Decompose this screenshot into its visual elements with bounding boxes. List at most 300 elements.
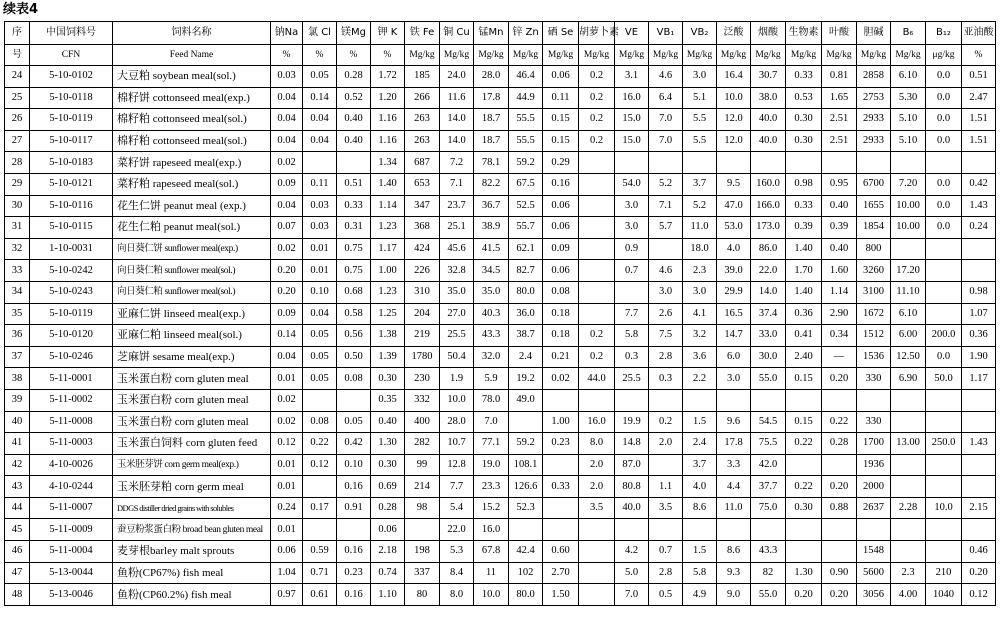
- cell-mn: 77.1: [474, 433, 509, 455]
- cell-fe: 204: [405, 303, 440, 325]
- cell-se: [543, 389, 579, 411]
- cell-choline: 1854: [857, 217, 891, 239]
- cell-cu: 1.9: [440, 368, 474, 390]
- cell-choline: 1548: [857, 541, 891, 563]
- cell-linoleic-acid: 0.24: [962, 217, 996, 239]
- cell-niacin: 75.0: [751, 497, 786, 519]
- header-bottom-b6: Mg/kg: [891, 45, 926, 66]
- cell-b12: [926, 389, 962, 411]
- cell-biotin: 1.70: [786, 260, 822, 282]
- cell-b6: 2.3: [891, 562, 926, 584]
- cell-vb1: 2.8: [649, 346, 683, 368]
- cell-linoleic-acid: 0.51: [962, 66, 996, 88]
- cell-vb1: [649, 389, 683, 411]
- cell-mn: 18.7: [474, 109, 509, 131]
- cell-cu: 50.4: [440, 346, 474, 368]
- cell-no: 25: [5, 87, 30, 109]
- cell-no: 45: [5, 519, 30, 541]
- header-top-cu: 铜 Cu: [440, 22, 474, 45]
- table-row: [5, 368, 996, 390]
- table-caption: 续表4: [3, 2, 39, 17]
- table-row: [5, 87, 996, 109]
- cell-zn: 52.5: [509, 195, 543, 217]
- cell-cfn: 5-10-0117: [30, 130, 113, 152]
- cell-linoleic-acid: 2.15: [962, 497, 996, 519]
- cell-choline: 2858: [857, 66, 891, 88]
- cell-pantothenic-acid: 53.0: [717, 217, 751, 239]
- cell-feed-name: 鱼粉(CP60.2%) fish meal: [113, 584, 271, 606]
- cell-b12: 50.0: [926, 368, 962, 390]
- cell-b12: [926, 152, 962, 174]
- cell-choline: 2753: [857, 87, 891, 109]
- cell-cl: 0.05: [303, 325, 337, 347]
- cell-vb2: 4.0: [683, 476, 717, 498]
- header-top-biotin: 生物素: [786, 22, 822, 45]
- cell-vb2: 3.6: [683, 346, 717, 368]
- cell-cl: 0.59: [303, 541, 337, 563]
- cell-se: 0.23: [543, 433, 579, 455]
- cell-niacin: 166.0: [751, 195, 786, 217]
- cell-na: 1.04: [271, 562, 303, 584]
- cell-zn: 82.7: [509, 260, 543, 282]
- cell-feed-name: 玉米蛋白粉 corn gluten meal: [113, 411, 271, 433]
- cell-vb1: 5.2: [649, 173, 683, 195]
- cell-fe: 282: [405, 433, 440, 455]
- cell-ve: 5.0: [615, 562, 649, 584]
- cell-vb2: 2.4: [683, 433, 717, 455]
- cell-k: 1.30: [371, 433, 405, 455]
- cell-cfn: 5-11-0009: [30, 519, 113, 541]
- cell-cl: [303, 519, 337, 541]
- cell-feed-name: 花生仁饼 peanut meal (exp.): [113, 195, 271, 217]
- cell-linoleic-acid: 0.46: [962, 541, 996, 563]
- cell-cu: 11.6: [440, 87, 474, 109]
- table-row: [5, 238, 996, 260]
- header-top-folic-acid: 叶酸: [822, 22, 857, 45]
- cell-carotene: [579, 584, 615, 606]
- cell-niacin: 14.0: [751, 281, 786, 303]
- cell-folic-acid: 0.90: [822, 562, 857, 584]
- cell-folic-acid: 0.22: [822, 411, 857, 433]
- cell-feed-name: 玉米胚芽饼 corn germ meal(exp.): [113, 454, 271, 476]
- cell-se: 0.18: [543, 303, 579, 325]
- cell-zn: 19.2: [509, 368, 543, 390]
- cell-zn: 80.0: [509, 281, 543, 303]
- cell-se: 0.06: [543, 195, 579, 217]
- header-top-b12: B₁₂: [926, 22, 962, 45]
- cell-carotene: [579, 541, 615, 563]
- cell-choline: [857, 389, 891, 411]
- cell-zn: 108.1: [509, 454, 543, 476]
- header-row-bottom: [5, 45, 996, 66]
- cell-feed-name: 棉籽饼 cottonseed meal(exp.): [113, 87, 271, 109]
- cell-vb1: 0.2: [649, 411, 683, 433]
- cell-folic-acid: 0.34: [822, 325, 857, 347]
- cell-cu: 23.7: [440, 195, 474, 217]
- table-row: [5, 541, 996, 563]
- cell-b6: 13.00: [891, 433, 926, 455]
- table-row: [5, 389, 996, 411]
- cell-cu: 25.5: [440, 325, 474, 347]
- cell-fe: 99: [405, 454, 440, 476]
- header-bottom-zn: Mg/kg: [509, 45, 543, 66]
- cell-cfn: 1-10-0031: [30, 238, 113, 260]
- cell-se: 0.33: [543, 476, 579, 498]
- cell-feed-name: 大豆粕 soybean meal(sol.): [113, 66, 271, 88]
- cell-na: 0.02: [271, 389, 303, 411]
- cell-b6: 7.20: [891, 173, 926, 195]
- cell-b12: [926, 541, 962, 563]
- cell-cl: [303, 152, 337, 174]
- cell-k: 0.69: [371, 476, 405, 498]
- cell-pantothenic-acid: [717, 389, 751, 411]
- cell-biotin: 0.20: [786, 584, 822, 606]
- cell-choline: 1536: [857, 346, 891, 368]
- cell-b12: 210: [926, 562, 962, 584]
- cell-cu: 10.0: [440, 389, 474, 411]
- cell-cl: 0.14: [303, 87, 337, 109]
- cell-vb2: 2.3: [683, 260, 717, 282]
- feed-nutrient-table: [4, 21, 996, 606]
- cell-vb1: 0.5: [649, 584, 683, 606]
- cell-no: 31: [5, 217, 30, 239]
- cell-biotin: 0.33: [786, 195, 822, 217]
- cell-na: 0.09: [271, 173, 303, 195]
- cell-vb1: 2.0: [649, 433, 683, 455]
- cell-se: 0.09: [543, 238, 579, 260]
- cell-k: 0.74: [371, 562, 405, 584]
- cell-no: 42: [5, 454, 30, 476]
- cell-no: 41: [5, 433, 30, 455]
- cell-niacin: 75.5: [751, 433, 786, 455]
- header-top-choline: 胆碱: [857, 22, 891, 45]
- cell-b12: [926, 519, 962, 541]
- cell-se: 0.29: [543, 152, 579, 174]
- cell-cfn: 5-10-0102: [30, 66, 113, 88]
- cell-niacin: 55.0: [751, 368, 786, 390]
- cell-cu: 5.3: [440, 541, 474, 563]
- cell-no: 34: [5, 281, 30, 303]
- header-top-no: 序: [5, 22, 30, 45]
- cell-vb1: 0.7: [649, 541, 683, 563]
- cell-cfn: 4-10-0026: [30, 454, 113, 476]
- cell-ve: 15.0: [615, 130, 649, 152]
- cell-pantothenic-acid: 39.0: [717, 260, 751, 282]
- cell-mg: 0.42: [337, 433, 371, 455]
- header-bottom-carotene: Mg/kg: [579, 45, 615, 66]
- cell-mn: 32.0: [474, 346, 509, 368]
- cell-vb2: 3.7: [683, 173, 717, 195]
- cell-linoleic-acid: 1.90: [962, 346, 996, 368]
- cell-fe: 266: [405, 87, 440, 109]
- cell-pantothenic-acid: 9.5: [717, 173, 751, 195]
- cell-choline: 1655: [857, 195, 891, 217]
- cell-vb1: [649, 519, 683, 541]
- cell-carotene: 3.5: [579, 497, 615, 519]
- cell-na: 0.04: [271, 130, 303, 152]
- cell-b6: 10.00: [891, 217, 926, 239]
- cell-pantothenic-acid: 6.0: [717, 346, 751, 368]
- cell-feed-name: 棉籽粕 cottonseed meal(sol.): [113, 130, 271, 152]
- cell-linoleic-acid: 0.42: [962, 173, 996, 195]
- cell-zn: 55.5: [509, 130, 543, 152]
- cell-na: 0.01: [271, 454, 303, 476]
- cell-b12: 0.0: [926, 66, 962, 88]
- cell-mn: 11: [474, 562, 509, 584]
- header-bottom-feed-name: Feed Name: [113, 45, 271, 66]
- cell-na: 0.01: [271, 519, 303, 541]
- cell-se: 0.15: [543, 109, 579, 131]
- cell-cfn: 5-10-0116: [30, 195, 113, 217]
- cell-mn: 36.7: [474, 195, 509, 217]
- cell-b6: 6.10: [891, 66, 926, 88]
- header-bottom-mg: %: [337, 45, 371, 66]
- cell-mn: 5.9: [474, 368, 509, 390]
- cell-no: 48: [5, 584, 30, 606]
- cell-folic-acid: 0.95: [822, 173, 857, 195]
- cell-folic-acid: [822, 389, 857, 411]
- cell-na: 0.06: [271, 541, 303, 563]
- cell-cfn: 5-10-0121: [30, 173, 113, 195]
- cell-k: 1.14: [371, 195, 405, 217]
- cell-vb1: [649, 152, 683, 174]
- cell-biotin: 0.98: [786, 173, 822, 195]
- table-row: [5, 303, 996, 325]
- cell-feed-name: 麦芽根barley malt sprouts: [113, 541, 271, 563]
- cell-biotin: 0.22: [786, 476, 822, 498]
- cell-folic-acid: —: [822, 346, 857, 368]
- cell-b12: [926, 303, 962, 325]
- cell-carotene: [579, 238, 615, 260]
- cell-b6: 11.10: [891, 281, 926, 303]
- cell-biotin: [786, 152, 822, 174]
- cell-cfn: 5-11-0003: [30, 433, 113, 455]
- cell-zn: 67.5: [509, 173, 543, 195]
- cell-pantothenic-acid: 3.0: [717, 368, 751, 390]
- cell-carotene: 8.0: [579, 433, 615, 455]
- cell-no: 43: [5, 476, 30, 498]
- cell-mn: 10.0: [474, 584, 509, 606]
- cell-cl: 0.05: [303, 66, 337, 88]
- cell-mg: 0.08: [337, 368, 371, 390]
- cell-fe: 424: [405, 238, 440, 260]
- cell-cl: 0.03: [303, 217, 337, 239]
- cell-niacin: 38.0: [751, 87, 786, 109]
- cell-linoleic-acid: 0.36: [962, 325, 996, 347]
- cell-biotin: [786, 389, 822, 411]
- cell-niacin: 173.0: [751, 217, 786, 239]
- cell-vb2: [683, 389, 717, 411]
- cell-na: 0.04: [271, 346, 303, 368]
- cell-niacin: 42.0: [751, 454, 786, 476]
- cell-vb2: 5.5: [683, 130, 717, 152]
- cell-vb1: 2.6: [649, 303, 683, 325]
- cell-folic-acid: 0.88: [822, 497, 857, 519]
- cell-cfn: 4-10-0244: [30, 476, 113, 498]
- cell-carotene: 0.2: [579, 87, 615, 109]
- cell-pantothenic-acid: 16.5: [717, 303, 751, 325]
- cell-zn: 59.2: [509, 433, 543, 455]
- cell-mg: [337, 519, 371, 541]
- cell-niacin: 54.5: [751, 411, 786, 433]
- cell-b6: [891, 519, 926, 541]
- table-row: [5, 584, 996, 606]
- cell-vb1: 4.6: [649, 260, 683, 282]
- cell-linoleic-acid: 2.47: [962, 87, 996, 109]
- cell-cl: 0.11: [303, 173, 337, 195]
- table-row: [5, 346, 996, 368]
- cell-linoleic-acid: [962, 519, 996, 541]
- cell-b6: 4.00: [891, 584, 926, 606]
- cell-linoleic-acid: 0.98: [962, 281, 996, 303]
- cell-fe: 214: [405, 476, 440, 498]
- cell-k: 1.16: [371, 109, 405, 131]
- cell-niacin: 43.3: [751, 541, 786, 563]
- cell-ve: 16.0: [615, 87, 649, 109]
- table-row: [5, 476, 996, 498]
- cell-biotin: 0.15: [786, 411, 822, 433]
- cell-cfn: 5-10-0243: [30, 281, 113, 303]
- cell-biotin: 0.53: [786, 87, 822, 109]
- cell-zn: 46.4: [509, 66, 543, 88]
- cell-mg: 0.40: [337, 109, 371, 131]
- cell-vb2: 18.0: [683, 238, 717, 260]
- header-bottom-linoleic-acid: %: [962, 45, 996, 66]
- header-bottom-pantothenic-acid: Mg/kg: [717, 45, 751, 66]
- cell-choline: 1512: [857, 325, 891, 347]
- cell-mg: 0.10: [337, 454, 371, 476]
- cell-se: 0.16: [543, 173, 579, 195]
- cell-no: 46: [5, 541, 30, 563]
- cell-cl: 0.08: [303, 411, 337, 433]
- cell-k: 0.30: [371, 368, 405, 390]
- cell-folic-acid: 0.39: [822, 217, 857, 239]
- header-top-vb2: VB₂: [683, 22, 717, 45]
- cell-mg: 0.58: [337, 303, 371, 325]
- cell-cfn: 5-10-0242: [30, 260, 113, 282]
- cell-biotin: 0.30: [786, 130, 822, 152]
- header-top-cfn: 中国饲料号: [30, 22, 113, 45]
- cell-k: 1.23: [371, 217, 405, 239]
- cell-mn: 67.8: [474, 541, 509, 563]
- cell-biotin: 0.36: [786, 303, 822, 325]
- cell-choline: 1672: [857, 303, 891, 325]
- cell-b6: [891, 541, 926, 563]
- cell-linoleic-acid: [962, 476, 996, 498]
- cell-carotene: 2.0: [579, 476, 615, 498]
- cell-linoleic-acid: 1.51: [962, 130, 996, 152]
- cell-b6: 5.30: [891, 87, 926, 109]
- cell-folic-acid: [822, 541, 857, 563]
- cell-cfn: 5-10-0119: [30, 109, 113, 131]
- cell-se: 0.18: [543, 325, 579, 347]
- cell-ve: [615, 281, 649, 303]
- table-row: [5, 411, 996, 433]
- cell-vb1: 0.3: [649, 368, 683, 390]
- cell-pantothenic-acid: 29.9: [717, 281, 751, 303]
- cell-feed-name: 菜籽饼 rapeseed meal(exp.): [113, 152, 271, 174]
- cell-mg: 0.23: [337, 562, 371, 584]
- cell-linoleic-acid: 0.20: [962, 562, 996, 584]
- cell-choline: 2933: [857, 109, 891, 131]
- cell-no: 26: [5, 109, 30, 131]
- table-row: [5, 217, 996, 239]
- cell-b6: [891, 238, 926, 260]
- cell-feed-name: 向日葵仁粕 sunflower meal(sol.): [113, 281, 271, 303]
- cell-vb1: 1.1: [649, 476, 683, 498]
- cell-cfn: 5-11-0007: [30, 497, 113, 519]
- cell-carotene: [579, 562, 615, 584]
- header-top-feed-name: 饲料名称: [113, 22, 271, 45]
- cell-ve: 0.9: [615, 238, 649, 260]
- cell-b6: 6.10: [891, 303, 926, 325]
- cell-b6: 17.20: [891, 260, 926, 282]
- cell-vb2: 5.8: [683, 562, 717, 584]
- cell-zn: 52.3: [509, 497, 543, 519]
- cell-feed-name: 蚕豆粉浆蛋白粉 broad bean gluten meal: [113, 519, 271, 541]
- cell-k: 0.28: [371, 497, 405, 519]
- cell-fe: 653: [405, 173, 440, 195]
- cell-linoleic-acid: 1.07: [962, 303, 996, 325]
- cell-b6: [891, 389, 926, 411]
- cell-niacin: 37.7: [751, 476, 786, 498]
- cell-niacin: 55.0: [751, 584, 786, 606]
- cell-niacin: 33.0: [751, 325, 786, 347]
- header-bottom-vb2: Mg/kg: [683, 45, 717, 66]
- cell-cl: 0.01: [303, 260, 337, 282]
- cell-niacin: [751, 152, 786, 174]
- header-top-pantothenic-acid: 泛酸: [717, 22, 751, 45]
- cell-fe: [405, 519, 440, 541]
- cell-ve: 4.2: [615, 541, 649, 563]
- cell-b6: 6.00: [891, 325, 926, 347]
- cell-choline: 2000: [857, 476, 891, 498]
- header-bottom-fe: Mg/kg: [405, 45, 440, 66]
- cell-vb2: 4.9: [683, 584, 717, 606]
- header-bottom-cfn: CFN: [30, 45, 113, 66]
- cell-zn: 102: [509, 562, 543, 584]
- cell-cl: 0.03: [303, 195, 337, 217]
- header-bottom-vb1: Mg/kg: [649, 45, 683, 66]
- header-bottom-na: %: [271, 45, 303, 66]
- cell-vb2: 1.5: [683, 411, 717, 433]
- cell-k: 1.20: [371, 87, 405, 109]
- cell-biotin: 2.40: [786, 346, 822, 368]
- cell-cl: 0.04: [303, 303, 337, 325]
- cell-pantothenic-acid: 47.0: [717, 195, 751, 217]
- cell-biotin: 0.41: [786, 325, 822, 347]
- cell-k: 1.38: [371, 325, 405, 347]
- cell-na: 0.20: [271, 260, 303, 282]
- cell-folic-acid: 1.60: [822, 260, 857, 282]
- cell-zn: 38.7: [509, 325, 543, 347]
- cell-niacin: 160.0: [751, 173, 786, 195]
- cell-mg: 0.40: [337, 130, 371, 152]
- cell-b12: 0.0: [926, 195, 962, 217]
- cell-folic-acid: 0.40: [822, 195, 857, 217]
- cell-carotene: 2.0: [579, 454, 615, 476]
- cell-mn: 17.8: [474, 87, 509, 109]
- cell-b6: 5.10: [891, 130, 926, 152]
- cell-mg: 0.05: [337, 411, 371, 433]
- cell-b6: [891, 152, 926, 174]
- cell-biotin: 0.22: [786, 433, 822, 455]
- cell-mg: 0.51: [337, 173, 371, 195]
- cell-b12: [926, 411, 962, 433]
- cell-k: 0.35: [371, 389, 405, 411]
- header-bottom-cl: %: [303, 45, 337, 66]
- cell-vb2: 3.0: [683, 281, 717, 303]
